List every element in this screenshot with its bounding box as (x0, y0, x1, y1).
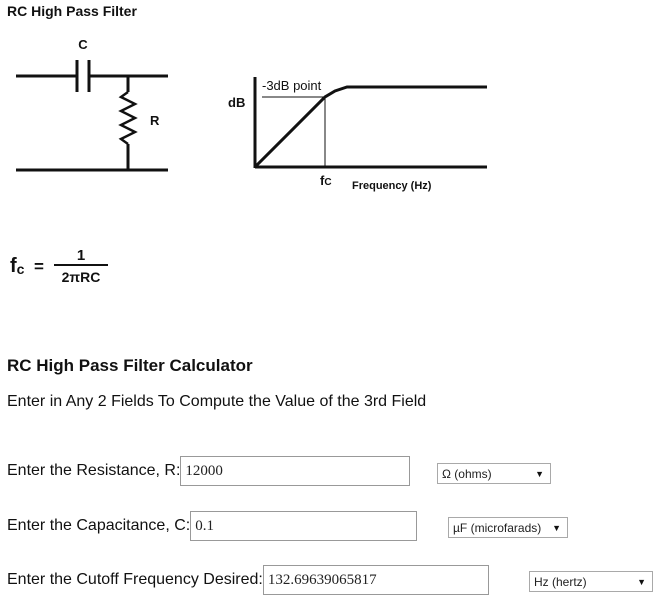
frequency-row (7, 565, 489, 595)
fc-label: fC (320, 173, 332, 188)
chevron-down-icon: ▼ (535, 468, 544, 479)
frequency-unit-select[interactable] (529, 571, 653, 592)
capacitor-label: C (78, 37, 88, 52)
chevron-down-icon: ▼ (552, 522, 561, 533)
resistor-label: R (150, 113, 160, 128)
frequency-input[interactable] (263, 565, 489, 595)
x-axis-label: Frequency (Hz) (352, 180, 432, 192)
resistance-label: Enter the Resistance, R: (7, 462, 181, 479)
resistance-unit-select[interactable] (437, 463, 551, 484)
capacitance-label: Enter the Capacitance, C: (7, 517, 191, 534)
response-curve (255, 87, 487, 167)
resistor-zigzag (121, 92, 135, 144)
formula-equals: = (34, 257, 44, 276)
formula-lhs: fc (10, 255, 25, 277)
y-axis-label: dB (228, 95, 246, 110)
capacitance-unit-select[interactable] (448, 517, 568, 538)
page-title: RC High Pass Filter (7, 3, 137, 19)
calculator-subtitle: Enter in Any 2 Fields To Compute the Value of the 3rd Field (7, 393, 427, 410)
resistance-input[interactable] (180, 456, 410, 486)
formula-denominator: 2πRC (61, 269, 101, 285)
capacitance-input[interactable] (190, 511, 417, 541)
capacitance-row (7, 511, 417, 541)
frequency-label: Enter the Cutoff Frequency Desired: (7, 571, 263, 588)
formula-numerator: 1 (76, 247, 86, 264)
point-label: -3dB point (262, 78, 322, 93)
resistance-row (7, 456, 410, 486)
resistance-unit-value: Ω (ohms) (442, 466, 492, 481)
frequency-unit-value: Hz (hertz) (534, 574, 587, 589)
cutoff-formula (8, 238, 128, 293)
frequency-response-graph (215, 65, 505, 200)
rc-circuit-diagram (0, 30, 200, 180)
calculator-title: RC High Pass Filter Calculator (7, 356, 253, 375)
capacitance-unit-value: µF (microfarads) (453, 520, 542, 535)
chevron-down-icon: ▼ (637, 576, 646, 587)
